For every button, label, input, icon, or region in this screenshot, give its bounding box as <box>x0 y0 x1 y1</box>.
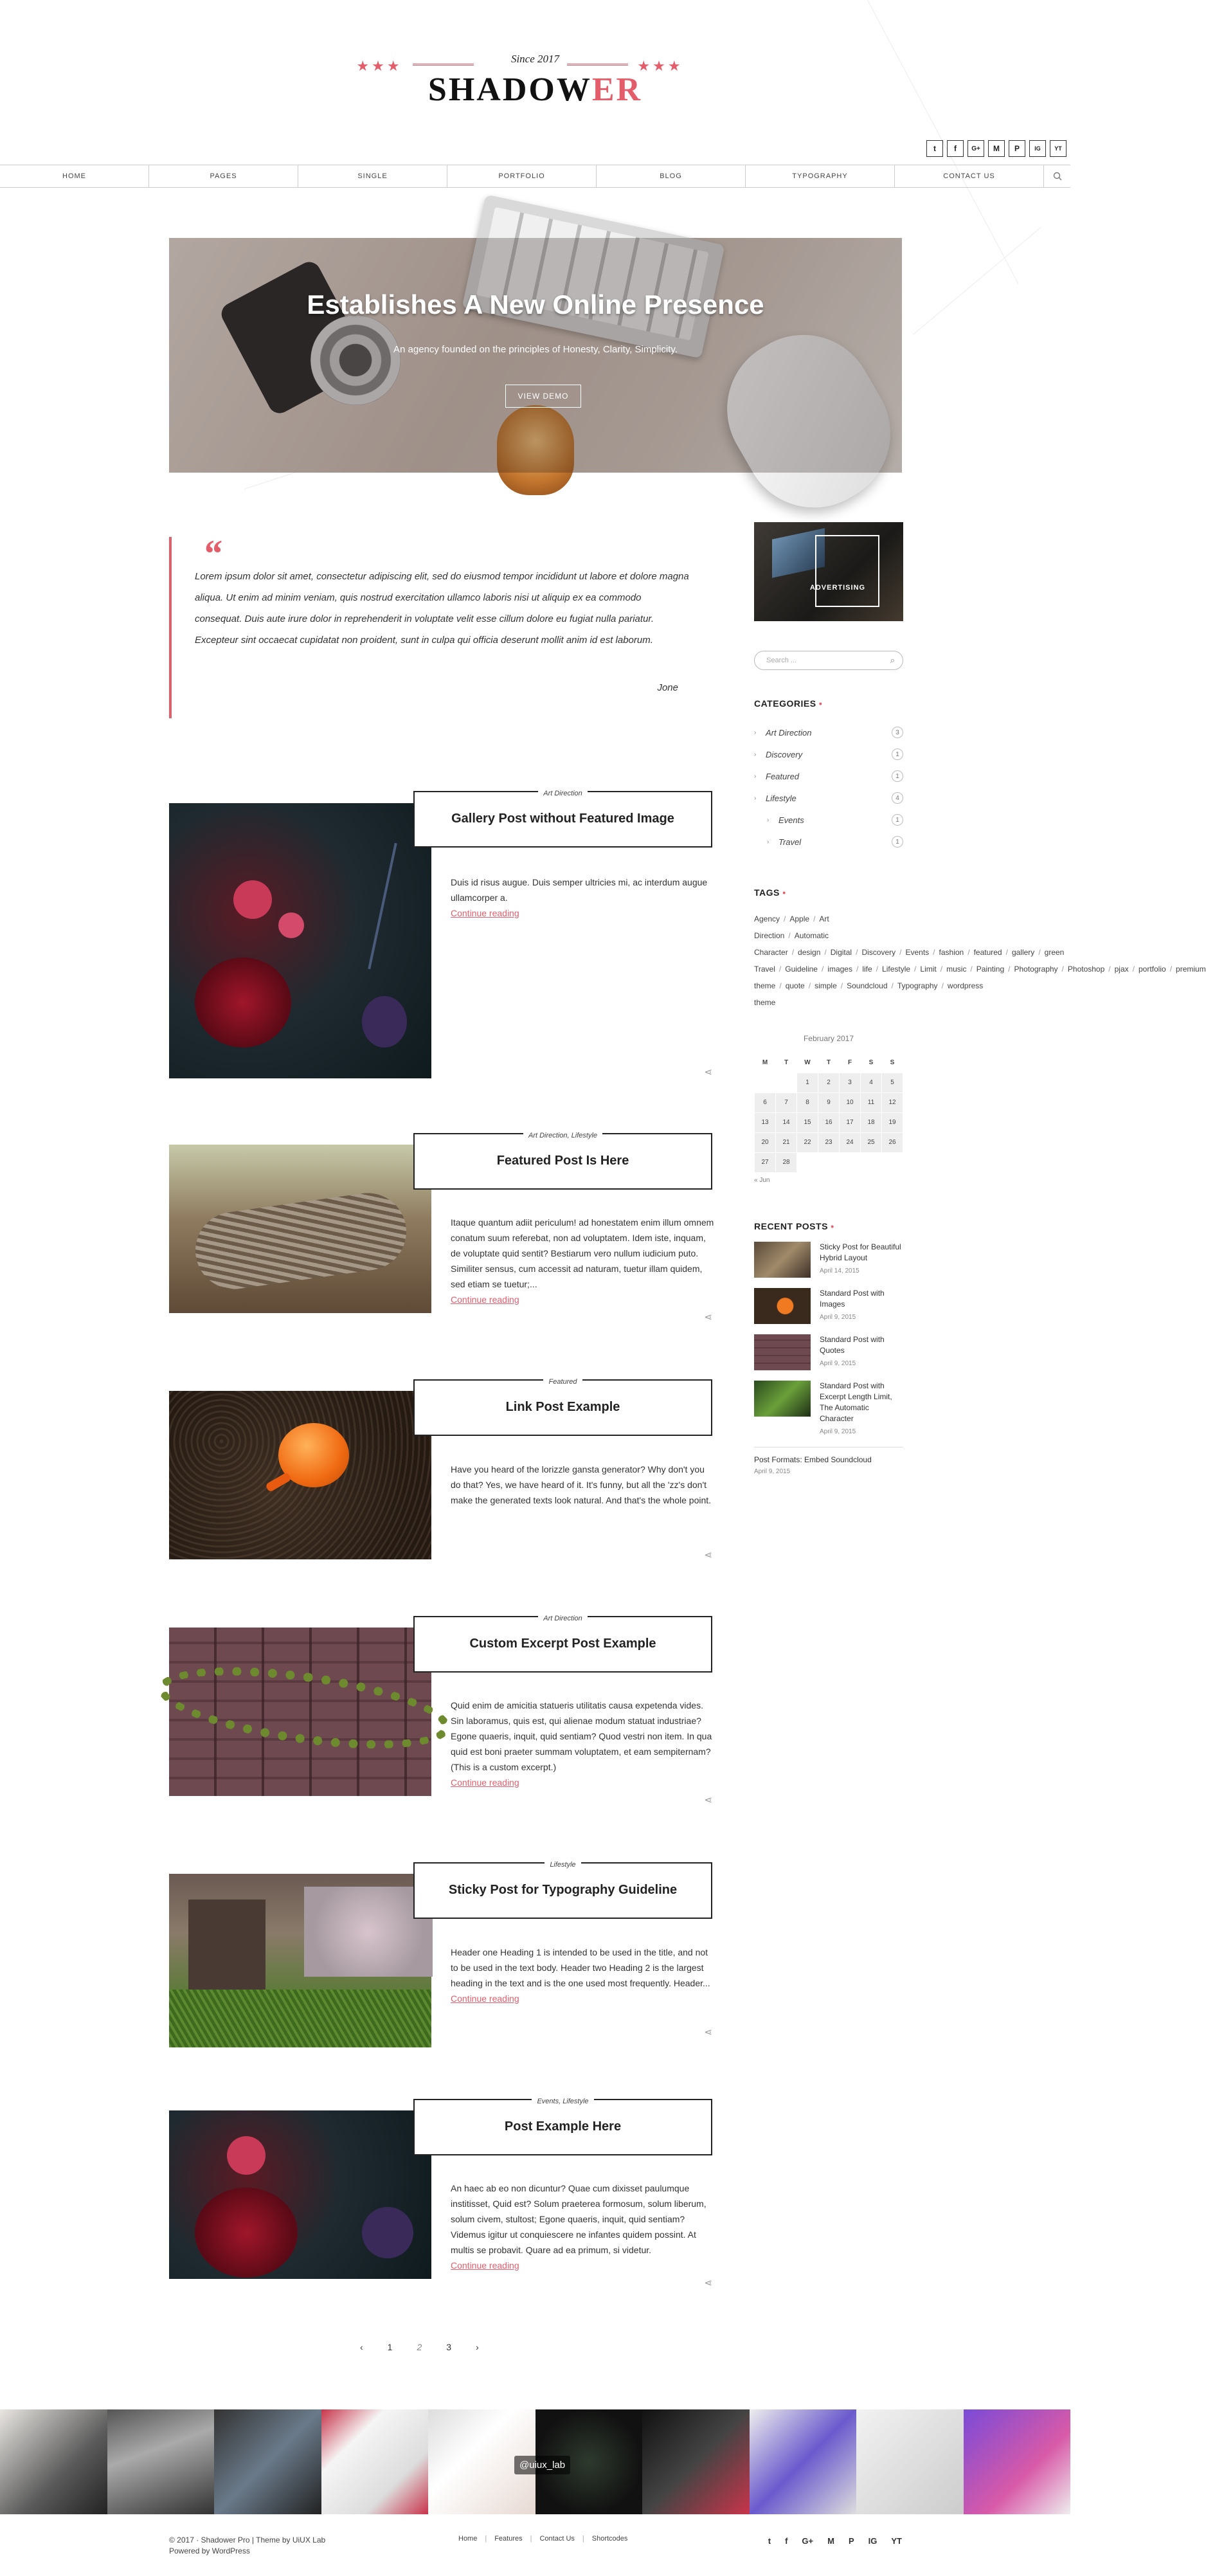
post-title-box <box>413 1862 712 1919</box>
share-icon[interactable]: ⋖ <box>704 1312 712 1323</box>
tag-link[interactable]: images <box>827 965 852 974</box>
footer-links: Home | Features | Contact Us | Shortcodes <box>458 2535 628 2543</box>
post-title[interactable]: Featured Post Is Here <box>496 1154 629 1168</box>
calendar-day: 24 <box>840 1132 861 1152</box>
hero-title: Establishes A New Online Presence <box>307 289 764 320</box>
calendar-day: 17 <box>840 1112 861 1132</box>
recent-post-title[interactable]: Post Formats: Embed Soundcloud <box>754 1455 872 1464</box>
calendar-day <box>776 1073 797 1093</box>
post-image[interactable] <box>169 1874 431 2042</box>
youtube-icon[interactable]: YT <box>891 2536 902 2546</box>
post-title-box <box>413 791 712 848</box>
instagram-icon[interactable]: IG <box>868 2536 878 2546</box>
googleplus-icon[interactable]: G+ <box>968 140 984 157</box>
hero-subtitle: An agency founded on the principles of Honesty, Clarity, Simplicity. <box>393 344 678 355</box>
calendar-day <box>882 1152 903 1172</box>
calendar-day-header: T <box>784 1059 789 1067</box>
categories-title: CATEGORIES • <box>754 698 823 709</box>
tag-link[interactable]: Guideline <box>785 965 818 974</box>
calendar-day: 19 <box>882 1112 903 1132</box>
tag-link[interactable]: premium theme <box>754 965 1206 990</box>
calendar-day: 7 <box>776 1093 797 1112</box>
footer-link[interactable]: Features <box>494 2535 523 2543</box>
instagram-tile[interactable] <box>964 2409 1071 2514</box>
tag-link[interactable]: Automatic Character <box>754 931 829 957</box>
calendar-day: 8 <box>797 1093 818 1112</box>
post-category[interactable]: Art Direction <box>415 1612 711 1624</box>
nav-portfolio[interactable]: PORTFOLIO <box>447 165 597 187</box>
recent-post-title[interactable]: Standard Post with Excerpt Length Limit, The Automatic Character <box>820 1381 892 1423</box>
footer-copyright: © 2017 · Shadower Pro | Theme by UiUX Lab Powered by WordPress <box>169 2535 326 2555</box>
calendar-day-header: T <box>826 1059 831 1067</box>
post-excerpt: Header one Heading 1 is intended to be used in the title, and not to be used in the text body. Header two Heading 2 is the largest heading in the text and is the one used most frequently. Header... Continue reading <box>451 1947 710 2004</box>
calendar-day: 18 <box>861 1112 882 1132</box>
hero-overlay <box>169 238 902 473</box>
recent-post-thumb[interactable] <box>754 1288 811 1324</box>
tag-link[interactable]: Typography <box>897 981 938 990</box>
tag-separator: / <box>1008 965 1011 974</box>
continue-reading-link[interactable]: Continue reading <box>451 908 519 918</box>
recent-post-date: April 14, 2015 <box>820 1267 860 1274</box>
share-icon[interactable]: ⋖ <box>704 1550 712 1561</box>
youtube-icon[interactable]: YT <box>1050 140 1066 157</box>
recent-post-date: April 9, 2015 <box>820 1359 856 1367</box>
logo-since: Since 2017 <box>510 53 560 65</box>
instagram-tile[interactable] <box>750 2409 857 2514</box>
calendar-day: 16 <box>818 1112 840 1132</box>
tag-separator: / <box>840 981 843 990</box>
category-count: 1 <box>892 836 903 848</box>
tag-link[interactable]: Photography <box>1014 965 1058 974</box>
tag-link[interactable]: Events <box>905 948 930 957</box>
logo-rule-right <box>567 64 628 66</box>
calendar-day-header: S <box>890 1059 895 1067</box>
pinterest-icon[interactable]: P <box>1009 140 1025 157</box>
calendar-day: 4 <box>861 1073 882 1093</box>
search-placeholder: Search ... <box>766 657 797 664</box>
tag-link[interactable]: Apple <box>789 914 810 923</box>
prev-page-button[interactable]: ‹ <box>360 2342 363 2352</box>
tag-separator: / <box>779 965 782 974</box>
tag-separator: / <box>788 931 791 940</box>
share-icon[interactable]: ⋖ <box>704 2027 712 2038</box>
calendar-day <box>840 1152 861 1172</box>
tag-link[interactable]: Digital <box>830 948 852 957</box>
continue-reading-link[interactable]: Continue reading <box>451 2260 519 2271</box>
view-demo-button[interactable]: VIEW DEMO <box>505 385 581 408</box>
tag-link[interactable]: Lifestyle <box>882 965 911 974</box>
post-title[interactable]: Gallery Post without Featured Image <box>451 812 674 826</box>
tag-link[interactable]: Soundcloud <box>847 981 888 990</box>
post-image[interactable] <box>169 1391 431 1559</box>
recent-post[interactable] <box>754 1447 903 1475</box>
ad-frame <box>815 535 879 607</box>
recent-post-date: April 9, 2015 <box>754 1467 791 1475</box>
share-icon[interactable]: ⋖ <box>704 1067 712 1078</box>
ad-label: ADVERTISING <box>809 584 866 592</box>
recent-post[interactable] <box>754 1381 903 1435</box>
calendar-day: 23 <box>818 1132 840 1152</box>
instagram-tile[interactable] <box>107 2409 215 2514</box>
calendar-day: 12 <box>882 1093 903 1112</box>
medium-icon[interactable]: M <box>988 140 1005 157</box>
twitter-icon[interactable]: t <box>926 140 943 157</box>
calendar-day: 13 <box>755 1112 776 1132</box>
post-category[interactable]: Events, Lifestyle <box>415 2095 711 2107</box>
hero-banner <box>169 238 902 473</box>
calendar-day: 26 <box>882 1132 903 1152</box>
medium-icon[interactable]: M <box>827 2536 834 2546</box>
calendar-prev-link[interactable]: « Jun <box>754 1176 770 1184</box>
continue-reading-link[interactable]: Continue reading <box>451 1993 519 2004</box>
category-item[interactable]: › Discovery 1 <box>754 743 903 765</box>
post-excerpt: Itaque quantum adiit periculum! ad honestatem enim illum omnem conatum suum referebat, non ad voluptatem. Idem iste, inquam, de voluptate quid sentit? Bestiarum vero nullum iudicium puto. Similiter sensus, cum accessit ad naturam, tuetur illam quidem, sed etiam se tuetur;... Continue reading <box>451 1217 714 1305</box>
tag-separator: / <box>933 948 935 957</box>
recent-post-title[interactable]: Standard Post with Images <box>820 1288 885 1309</box>
quote-mark-icon: “ <box>203 532 222 575</box>
tag-separator: / <box>1005 948 1008 957</box>
tag-separator: / <box>821 965 824 974</box>
calendar-day: 25 <box>861 1132 882 1152</box>
recent-post-date: April 9, 2015 <box>820 1313 856 1321</box>
page-link[interactable]: 3 <box>446 2342 452 2352</box>
calendar-day-header: S <box>869 1059 874 1067</box>
googleplus-icon[interactable]: G+ <box>802 2536 814 2546</box>
post-excerpt: Have you heard of the lorizzle gansta generator? Why don't you do that? Yes, we have heard of it. It's funny, but all the 'zz's don't make the generated texts look natural. And that's the whole point. <box>451 1464 712 1505</box>
recent-post-title[interactable]: Sticky Post for Beautiful Hybrid Layout <box>820 1242 901 1262</box>
post-excerpt: Duis id risus augue. Duis semper ultricies mi, ac interdum augue ullamcorper a. Continue reading <box>451 877 708 918</box>
calendar-caption: February 2017 <box>803 1034 854 1043</box>
nav-search-icon[interactable] <box>1044 165 1070 187</box>
tag-link[interactable]: Agency <box>754 914 780 923</box>
instagram-icon[interactable]: IG <box>1029 140 1046 157</box>
category-count: 1 <box>892 748 903 760</box>
tag-separator: / <box>813 914 816 923</box>
logo-wordmark: SHADOWER <box>428 71 643 108</box>
category-item[interactable]: › Travel 1 <box>754 831 903 853</box>
tag-separator: / <box>876 965 879 974</box>
facebook-icon[interactable]: f <box>947 140 964 157</box>
calendar-day: 9 <box>818 1093 840 1112</box>
tags-title: TAGS • <box>754 887 786 898</box>
nav-contact[interactable]: CONTACT US <box>895 165 1044 187</box>
calendar-day: 2 <box>818 1073 840 1093</box>
calendar-day <box>755 1073 776 1093</box>
recent-posts-title: RECENT POSTS • <box>754 1220 834 1231</box>
post-excerpt: Quid enim de amicitia statueris utilitatis causa expetenda vides. Sin laboramus, quis est, qui alienae modum statuat industriae? Egone quaeris, inquit, quid sentiam? Quod vestri non item. In qua quid est boni praeter summam voluptatem, et eam sempiternam? (This is a custom excerpt.) Continue reading <box>451 1700 712 1788</box>
logo-stars-right: ★★★ <box>637 58 683 74</box>
share-icon[interactable]: ⋖ <box>704 2278 712 2289</box>
tag-link[interactable]: featured <box>973 948 1002 957</box>
tag-cloud <box>754 911 1206 1011</box>
footer <box>169 2535 902 2557</box>
instagram-strip <box>0 2409 1070 2514</box>
sidebar <box>754 522 1206 1475</box>
tag-separator: / <box>791 948 795 957</box>
instagram-tile[interactable] <box>0 2409 107 2514</box>
share-icon[interactable]: ⋖ <box>704 1795 712 1806</box>
category-count: 4 <box>892 792 903 804</box>
recent-post-thumb[interactable] <box>754 1381 811 1417</box>
footer-link[interactable]: Contact Us <box>539 2535 575 2543</box>
calendar-day: 6 <box>755 1093 776 1112</box>
post-title-box <box>413 2099 712 2155</box>
facebook-icon[interactable]: f <box>785 2536 788 2546</box>
instagram-tile[interactable] <box>642 2409 750 2514</box>
twitter-icon[interactable]: t <box>768 2536 771 2546</box>
category-item[interactable]: › Art Direction 3 <box>754 721 903 743</box>
calendar-day <box>818 1152 840 1172</box>
tag-separator: / <box>940 965 943 974</box>
continue-reading-link[interactable]: Continue reading <box>451 1294 519 1305</box>
recent-post-title[interactable]: Standard Post with Quotes <box>820 1334 885 1355</box>
calendar-day <box>797 1152 818 1172</box>
calendar-day-header: W <box>804 1059 811 1067</box>
post-title[interactable]: Link Post Example <box>505 1400 620 1414</box>
calendar-table <box>754 1053 903 1173</box>
category-item[interactable]: › Featured 1 <box>754 765 903 787</box>
category-count: 1 <box>892 814 903 826</box>
tag-separator: / <box>914 965 917 974</box>
post-title[interactable]: Custom Excerpt Post Example <box>469 1637 656 1651</box>
footer-social <box>768 2536 902 2546</box>
social-top <box>926 140 1066 157</box>
tag-separator: / <box>779 981 782 990</box>
nav-blog[interactable]: BLOG <box>597 165 746 187</box>
tag-link[interactable]: wordpress theme <box>754 981 984 1007</box>
tag-link[interactable]: portfolio <box>1138 965 1166 974</box>
search-icon[interactable]: ⌕ <box>890 655 895 665</box>
tag-separator: / <box>784 914 786 923</box>
tag-link[interactable]: life <box>862 965 872 974</box>
main-nav <box>0 165 1070 188</box>
tag-link[interactable]: Discovery <box>861 948 896 957</box>
calendar-day: 20 <box>755 1132 776 1152</box>
calendar-day: 27 <box>755 1152 776 1172</box>
continue-reading-link[interactable]: Continue reading <box>451 1777 519 1788</box>
post-category[interactable]: Lifestyle <box>415 1858 711 1870</box>
tag-link[interactable]: fashion <box>939 948 964 957</box>
instagram-tile[interactable] <box>214 2409 321 2514</box>
calendar-day: 21 <box>776 1132 797 1152</box>
chevron-right-icon: › <box>754 750 757 758</box>
logo-stars-left: ★★★ <box>356 58 402 74</box>
post-image[interactable] <box>169 2110 431 2279</box>
tag-link[interactable]: Photoshop <box>1067 965 1105 974</box>
ad-banner[interactable] <box>754 522 903 621</box>
recent-post[interactable] <box>754 1288 903 1324</box>
post-title[interactable]: Sticky Post for Typography Guideline <box>448 1883 678 1897</box>
calendar-day: 10 <box>840 1093 861 1112</box>
category-item[interactable]: › Lifestyle 4 <box>754 787 903 809</box>
sidebar-search-input[interactable] <box>754 651 903 670</box>
recent-post[interactable] <box>754 1242 903 1278</box>
nav-home[interactable]: HOME <box>0 165 149 187</box>
tag-separator: / <box>1061 965 1064 974</box>
instagram-handle[interactable]: @uiux_lab <box>514 2456 570 2474</box>
tag-separator: / <box>891 981 894 990</box>
tag-link[interactable]: music <box>946 965 967 974</box>
instagram-tile[interactable] <box>321 2409 429 2514</box>
quote-block <box>169 532 696 718</box>
calendar-day: 3 <box>840 1073 861 1093</box>
calendar-day: 11 <box>861 1093 882 1112</box>
calendar-day: 1 <box>797 1073 818 1093</box>
calendar-widget <box>754 1034 903 1184</box>
post-title-box <box>413 1133 712 1190</box>
tag-separator: / <box>856 965 859 974</box>
nav-typography[interactable]: TYPOGRAPHY <box>746 165 895 187</box>
calendar-day-header: F <box>847 1059 852 1067</box>
next-page-button[interactable]: › <box>476 2342 479 2352</box>
calendar-day: 5 <box>882 1073 903 1093</box>
calendar-day <box>861 1152 882 1172</box>
instagram-tile[interactable] <box>856 2409 964 2514</box>
footer-link[interactable]: Home <box>458 2535 478 2543</box>
nav-single[interactable]: SINGLE <box>298 165 447 187</box>
tag-link[interactable]: Art Direction <box>754 914 829 940</box>
tag-link[interactable]: Painting <box>976 965 1005 974</box>
chevron-right-icon: › <box>767 816 770 824</box>
recent-post-list <box>754 1242 903 1475</box>
tag-separator: / <box>899 948 902 957</box>
tag-link[interactable]: quote <box>785 981 805 990</box>
calendar-day: 15 <box>797 1112 818 1132</box>
quote-text: Lorem ipsum dolor sit amet, consectetur adipiscing elit, sed do eiusmod tempor incididunt ut labore et dolore magna aliqua. Ut enim ad minim veniam, quis nostrud exercitation ullamco laboris nisi ut aliquip ex ea commodo consequat. Duis aute irure dolor in reprehenderit in voluptate velit esse cillum dolore eu fugiat nulla pariatur. Excepteur sint occaecat cupidatat non proident, sunt in culpa qui officia deserunt mollit anim id est laborum. <box>195 571 689 646</box>
category-count: 1 <box>892 770 903 782</box>
post-title-box <box>413 1379 712 1436</box>
quote-author: Jone <box>657 682 678 693</box>
chevron-right-icon: › <box>754 729 757 736</box>
calendar-day: 14 <box>776 1112 797 1132</box>
pinterest-icon[interactable]: P <box>848 2536 854 2546</box>
calendar-day: 22 <box>797 1132 818 1152</box>
chevron-right-icon: › <box>754 772 757 780</box>
recent-post[interactable] <box>754 1334 903 1370</box>
tag-link[interactable]: simple <box>815 981 837 990</box>
post-title-box <box>413 1616 712 1673</box>
post-category[interactable]: Featured <box>415 1375 711 1387</box>
footer-link[interactable]: Shortcodes <box>591 2535 628 2543</box>
post-image[interactable] <box>169 1145 431 1313</box>
post-excerpt: An haec ab eo non dicuntur? Quae cum dixisset paulumque institisset, Quid est? Solum praeterea formosum, solum liberum, solum civem, stultost; Egone quaeris, inquit, quid sentiam? Videmus igitur ut conquiescere ne infantes quidem possint. At multis se probavit. Quare ad ea primum, si videtur. Continue reading <box>451 2183 706 2271</box>
tag-separator: / <box>970 965 973 974</box>
tag-separator: / <box>1108 965 1111 974</box>
page-current: 2 <box>417 2342 422 2352</box>
logo-rule-left <box>413 64 474 66</box>
tag-separator: / <box>1132 965 1135 974</box>
category-item[interactable]: › Events 1 <box>754 809 903 831</box>
post-category[interactable]: Art Direction <box>415 787 711 799</box>
category-count: 3 <box>892 727 903 738</box>
post-title[interactable]: Post Example Here <box>504 2119 622 2134</box>
calendar-day-header: M <box>762 1059 768 1067</box>
site-logo[interactable] <box>0 53 1070 109</box>
tag-link[interactable]: design <box>798 948 821 957</box>
tag-separator: / <box>1169 965 1173 974</box>
post-category[interactable]: Art Direction, Lifestyle <box>415 1129 711 1141</box>
post-image[interactable] <box>169 1628 431 1796</box>
tag-link[interactable]: gallery <box>1011 948 1035 957</box>
tag-separator: / <box>1038 948 1041 957</box>
tag-separator: / <box>856 948 858 957</box>
recent-post-date: April 9, 2015 <box>820 1428 856 1435</box>
tag-link[interactable]: pjax <box>1114 965 1129 974</box>
chevron-right-icon: › <box>767 838 770 846</box>
tag-separator: / <box>968 948 970 957</box>
chevron-right-icon: › <box>754 794 757 802</box>
nav-pages[interactable]: PAGES <box>149 165 298 187</box>
page-link[interactable]: 1 <box>387 2342 393 2352</box>
calendar-day: 28 <box>776 1152 797 1172</box>
tag-link[interactable]: green Travel <box>754 948 1065 974</box>
post-image[interactable] <box>169 803 431 1078</box>
tag-link[interactable]: Limit <box>920 965 937 974</box>
bg-decor-line <box>913 227 1041 335</box>
tag-separator: / <box>941 981 944 990</box>
tag-separator: / <box>808 981 811 990</box>
tag-separator: / <box>824 948 827 957</box>
recent-post-thumb[interactable] <box>754 1334 811 1370</box>
recent-post-thumb[interactable] <box>754 1242 811 1278</box>
pagination <box>360 2342 479 2352</box>
category-list <box>754 721 903 853</box>
